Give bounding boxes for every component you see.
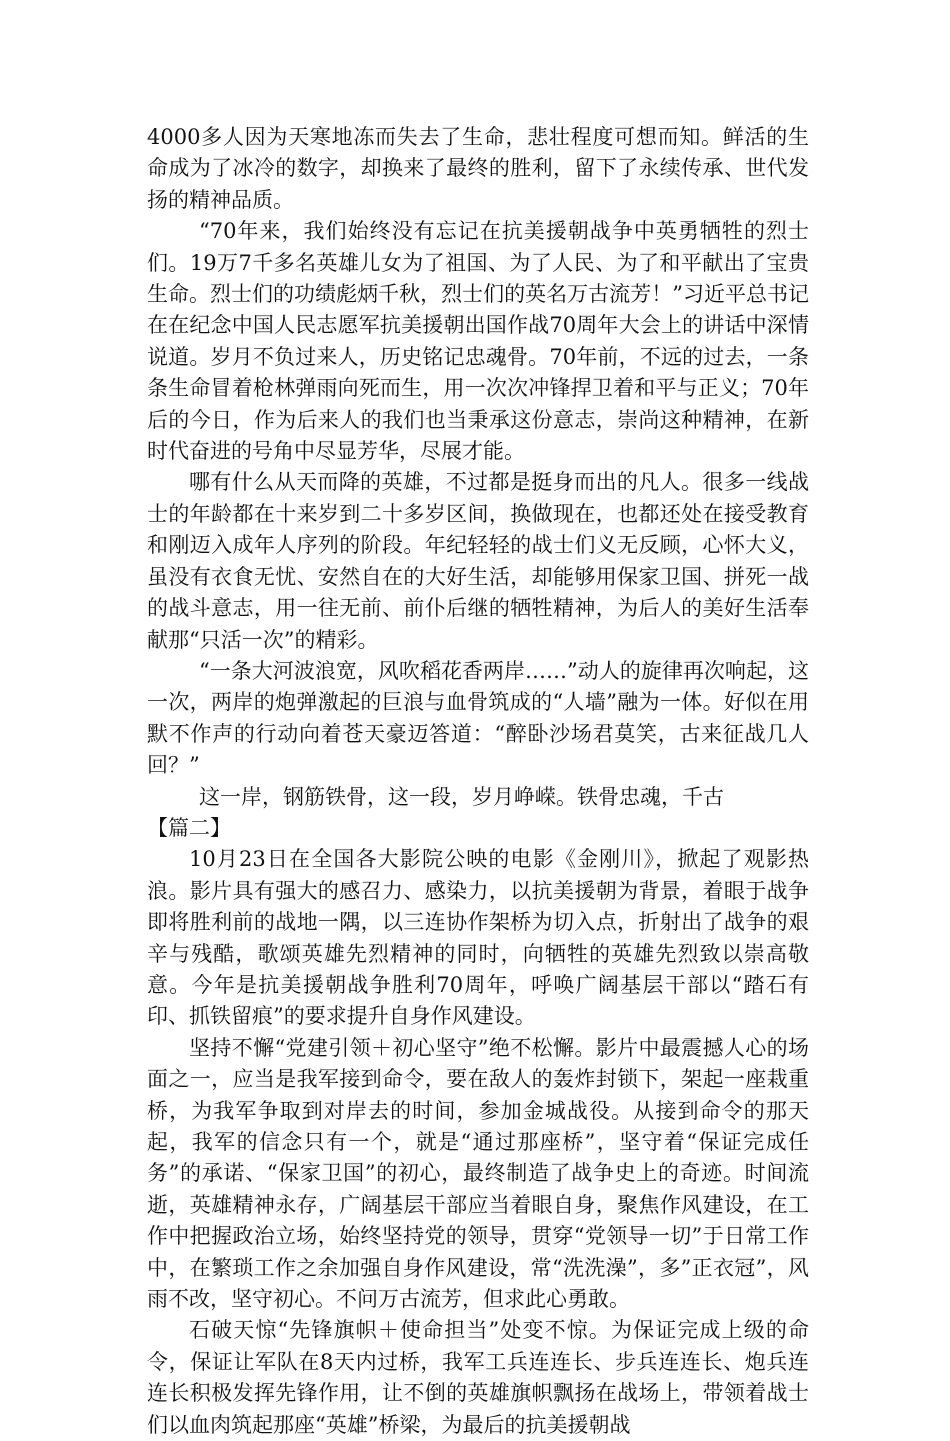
document-body bbox=[147, 122, 809, 1441]
paragraph-continuation: 4000多人因为天寒地冻而失去了生命，悲壮程度可想而知。鲜活的生命成为了冰冷的数字，却换来了最终的胜利，留下了永续传承、世代发扬的精神品质。 bbox=[147, 125, 809, 212]
paragraph-film-intro: 10月23日在全国各大影院公映的电影《金刚川》，掀起了观影热浪。影片具有强大的感召力、感染力，以抗美援朝为背景，着眼于战争即将胜利前的战地一隅，以三连协作架桥为切入点，折射出了战争的艰辛与残酷，歌颂英雄先烈精神的同时，向牺牲的英雄先烈致以崇高敬意。今年是抗美援朝战争胜利70周年，呼唤广阔基层干部以“踏石有印、抓铁留痕”的要求提升自身作风建设。 bbox=[147, 847, 809, 1029]
paragraph-closing-line: 这一岸，钢筋铁骨，这一段，岁月峥嵘。铁骨忠魂，千古 bbox=[199, 784, 724, 809]
paragraph-party-building: 坚持不懈“党建引领＋初心坚守”绝不松懈。影片中最震撼人心的场面之一，应当是我军接到命令，要在敌人的轰炸封锁下，架起一座栽重桥，为我军争取到对岸去的时间，参加金城战役。从接到命令的那天起，我军的信念只有一个，就是“通过那座桥”，坚守着“保证完成任务”的承诺、“保家卫国”的初心，最终制造了战争史上的奇迹。时间流逝，英雄精神永存，广阔基层干部应当着眼自身，聚焦作风建设，在工作中把握政治立场，始终坚持党的领导，贯穿“党领导一切”于日常工作中，在繁琐工作之余加强自身作风建设，常“洗洗澡”，多”正衣冠”，风雨不改，坚守初心。不问万古流芳，但求此心勇敢。 bbox=[147, 1035, 809, 1312]
paragraph-song: “一条大河波浪宽，风吹稻花香两岸……”动人的旋律再次响起，这一次，两岸的炮弹激起的巨浪与血骨筑成的“人墙”融为一体。好似在用默不作声的行动向着苍天豪迈答道：“醉卧沙场君莫笑，古来征战几人回？” bbox=[147, 658, 809, 778]
paragraph-xi-quote: “70年来，我们始终没有忘记在抗美援朝战争中英勇牺牲的烈士们。19万7千多名英雄儿女为了祖国、为了人民、为了和平献出了宝贵生命。烈士们的功绩彪炳千秋，烈士们的英名万古流芳！”习近平总书记在在纪念中国人民志愿军抗美援朝出国作战70周年大会上的讲话中深情说道。岁月不负过来人，历史铭记忠魂骨。70年前，不远的过去，一条条生命冒着枪林弹雨向死而生，用一次次冲锋捍卫着和平与正义；70年后的今日，作为后来人的我们也当秉承这份意志，崇尚这种精神，在新时代奋进的号角中尽显芳华，尽展才能。 bbox=[147, 219, 809, 464]
section-heading: 【篇二】 bbox=[147, 815, 231, 840]
paragraph-vanguard: 石破天惊“先锋旗帜＋使命担当”处变不惊。为保证完成上级的命令，保证让军队在8天内过桥，我军工兵连连长、步兵连连长、炮兵连连长积极发挥先锋作用，让不倒的英雄旗帜飘扬在战场上，带领着战士们以血肉筑起那座“英雄”桥梁，为最后的抗美援朝战 bbox=[147, 1318, 809, 1437]
paragraph-heroes: 哪有什么从天而降的英雄，不过都是挺身而出的凡人。很多一线战士的年龄都在十来岁到二十多岁区间，换做现在，也都还处在接受教育和刚迈入成年人序列的阶段。年纪轻轻的战士们义无反顾，心怀大义，虽没有衣食无忧、安然自在的大好生活，却能够用保家卫国、拼死一战的战斗意志，用一往无前、前仆后继的牺牲精神，为后人的美好生活奉献那“只活一次”的精彩。 bbox=[147, 470, 809, 652]
